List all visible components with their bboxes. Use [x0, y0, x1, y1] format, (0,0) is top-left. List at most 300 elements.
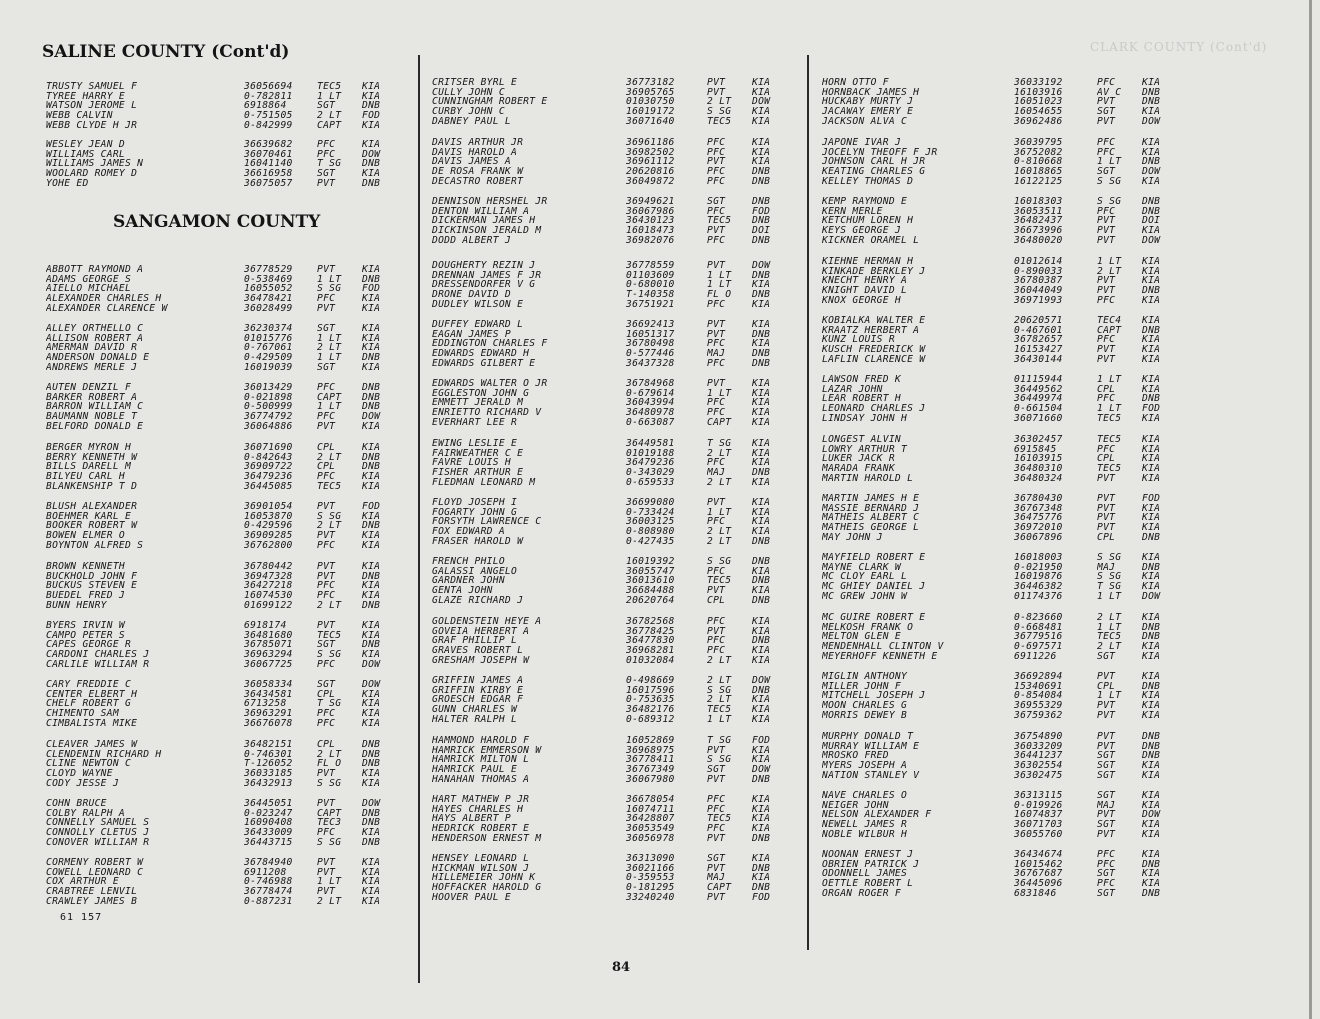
entry-grade: SGT: [1097, 751, 1116, 762]
roster-entry: [432, 290, 797, 300]
entry-name: FOGARTY JOHN G: [432, 507, 518, 518]
entry-grade: S SG: [1097, 176, 1122, 187]
entry-grade: 2 LT: [707, 477, 732, 488]
roster-entry: [46, 828, 416, 838]
entry-grade: 1 LT: [317, 353, 342, 363]
entry-name: COWELL LEONARD C: [46, 867, 144, 878]
roster-entry: [822, 454, 1182, 464]
entry-status: DOI: [752, 226, 771, 236]
entry-serial: 36751921: [626, 299, 675, 310]
entry-grade: CPL: [1097, 681, 1116, 692]
roster-entry: [822, 464, 1182, 474]
entry-status: FOD: [1142, 494, 1161, 504]
roster-entry: [432, 339, 797, 349]
entry-name: DABNEY PAUL L: [432, 116, 511, 127]
entry-serial: 0-680010: [626, 280, 675, 291]
entry-grade: PFC: [707, 795, 726, 805]
roster-entry: [46, 383, 416, 393]
entry-group: [432, 197, 797, 245]
entry-grade: S SG: [317, 778, 342, 789]
entry-status: KIA: [752, 147, 771, 158]
entry-status: KIA: [362, 718, 381, 729]
entry-grade: PFC: [707, 299, 726, 310]
entry-serial: 16015462: [1014, 859, 1063, 870]
entry-status: KIA: [1142, 523, 1161, 533]
roster-entry: [432, 883, 797, 893]
entry-grade: SGT: [1097, 820, 1116, 830]
entry-status: DNB: [362, 571, 381, 582]
entry-grade: PVT: [707, 87, 726, 98]
entry-grade: PFC: [317, 149, 336, 160]
entry-grade: PFC: [1097, 859, 1116, 870]
roster-entry: [46, 601, 416, 611]
roster-entry: [432, 226, 797, 236]
roster-entry: [822, 394, 1182, 404]
entry-grade: 2 LT: [1097, 613, 1122, 623]
entry-grade: PFC: [707, 206, 726, 217]
roster-entry: [822, 345, 1182, 355]
entry-serial: 36433009: [244, 828, 293, 838]
entry-grade: SGT: [1097, 888, 1116, 899]
roster-entry: [432, 88, 797, 98]
entry-status: DNB: [362, 462, 381, 473]
entry-status: KIA: [362, 709, 381, 719]
entry-status: DOW: [1142, 810, 1161, 821]
roster-entry: [46, 443, 416, 453]
entry-serial: 36773182: [626, 78, 675, 88]
entry-serial: 0-019926: [1014, 800, 1063, 811]
roster-entry: [822, 533, 1182, 543]
entry-name: ADAMS GEORGE S: [46, 274, 132, 285]
roster-entry: [432, 686, 797, 696]
entry-serial: 0-697571: [1014, 642, 1063, 652]
entry-name: MARADA FRANK: [822, 464, 895, 474]
entry-status: KIA: [1142, 553, 1161, 563]
roster-entry: [822, 236, 1182, 246]
entry-status: KIA: [752, 280, 771, 291]
entry-status: KIA: [1142, 435, 1161, 445]
entry-name: NOBLE WILBUR H: [822, 829, 908, 840]
entry-grade: MAJ: [1097, 800, 1116, 811]
entry-grade: PFC: [1097, 850, 1116, 860]
entry-status: KIA: [752, 705, 771, 715]
entry-name: ENRIETTO RICHARD V: [432, 408, 542, 418]
entry-name: GALASSI ANGELO: [432, 566, 518, 577]
entry-grade: PVT: [1097, 226, 1116, 236]
roster-entry: [822, 761, 1182, 771]
roster-entry: [432, 755, 797, 765]
entry-status: KIA: [1142, 761, 1161, 771]
entry-status: KIA: [752, 695, 771, 706]
entry-name: GRIFFIN JAMES A: [432, 676, 524, 686]
entry-status: KIA: [362, 858, 381, 868]
entry-name: MATHEIS ALBERT C: [822, 513, 920, 524]
entry-serial: 01015776: [244, 333, 293, 344]
entry-grade: PVT: [707, 379, 726, 389]
entry-status: KIA: [752, 498, 771, 508]
roster-entry: [822, 138, 1182, 148]
entry-grade: PFC: [707, 147, 726, 158]
entry-name: CONOVER WILLIAM R: [46, 837, 150, 848]
entry-name: BELFORD DONALD E: [46, 421, 144, 432]
roster-entry: [432, 517, 797, 527]
entry-status: DOW: [1142, 167, 1161, 177]
entry-name: HUCKABY MURTY J: [822, 97, 914, 108]
entry-grade: PVT: [1097, 741, 1116, 752]
entry-serial: 0-668481: [1014, 622, 1063, 633]
roster-entry: [46, 640, 416, 650]
entry-grade: PVT: [707, 78, 726, 88]
entry-status: KIA: [752, 626, 771, 637]
roster-entry: [432, 330, 797, 340]
entry-group: [46, 621, 416, 669]
entry-status: KIA: [752, 439, 771, 449]
entry-group: [822, 613, 1182, 661]
roster-entry: [432, 449, 797, 459]
entry-name: HAMMOND HAROLD F: [432, 736, 530, 746]
entry-serial: 0-427435: [626, 536, 675, 547]
entry-status: DNB: [752, 595, 771, 606]
entry-serial: 16018303: [1014, 197, 1063, 207]
entry-grade: PVT: [317, 571, 336, 582]
entry-grade: 2 LT: [707, 448, 732, 459]
entry-status: KIA: [1142, 257, 1161, 267]
entry-grade: PFC: [707, 824, 726, 834]
entry-serial: 36071640: [626, 116, 675, 127]
roster-entry: [432, 107, 797, 117]
roster-entry: [432, 824, 797, 834]
roster-entry: [46, 799, 416, 809]
entry-grade: PVT: [317, 178, 336, 189]
entry-name: BILLS DARELL M: [46, 462, 132, 473]
entry-group: [46, 324, 416, 372]
entry-grade: PFC: [317, 140, 336, 150]
entry-serial: 01019188: [626, 448, 675, 459]
entry-serial: 16074711: [626, 804, 675, 815]
entry-serial: 16019172: [626, 107, 675, 117]
entry-status: KIA: [752, 408, 771, 418]
roster-entry: [46, 572, 416, 582]
entry-serial: 0-782811: [244, 91, 293, 102]
roster-entry: [822, 197, 1182, 207]
entry-name: KINKADE BERKLEY J: [822, 266, 926, 277]
roster-entry: [46, 680, 416, 690]
roster-entry: [46, 818, 416, 828]
entry-name: BARKER ROBERT A: [46, 392, 138, 403]
entry-serial: 01030750: [626, 97, 675, 108]
entry-status: KIA: [752, 458, 771, 469]
entry-serial: 0-661504: [1014, 404, 1063, 414]
entry-serial: 01103609: [626, 270, 675, 281]
entry-serial: 36313090: [626, 854, 675, 864]
entry-name: GARDNER JOHN: [432, 576, 505, 587]
roster-entry: [432, 236, 797, 246]
roster-entry: [822, 107, 1182, 117]
entry-grade: PVT: [317, 887, 336, 897]
entry-grade: 2 LT: [317, 896, 342, 907]
entry-group: [432, 617, 797, 665]
entry-grade: PVT: [707, 863, 726, 874]
entry-group: [46, 383, 416, 431]
entry-status: KIA: [362, 303, 381, 314]
entry-grade: S SG: [1097, 553, 1122, 563]
entry-grade: PFC: [707, 358, 726, 369]
roster-entry: [46, 169, 416, 179]
entry-grade: 2 LT: [317, 452, 342, 463]
entry-status: DNB: [362, 402, 381, 413]
entry-name: BOEHMER KARL E: [46, 511, 132, 522]
entry-name: FRASER HAROLD W: [432, 536, 524, 547]
roster-entry: [822, 850, 1182, 860]
entry-status: KIA: [362, 362, 381, 373]
entry-serial: 36780442: [244, 562, 293, 572]
entry-status: KIA: [1142, 672, 1161, 682]
entry-name: BUEDEL FRED J: [46, 591, 125, 601]
roster-entry: [822, 860, 1182, 870]
roster-entry: [46, 660, 416, 670]
entry-status: KIA: [1142, 444, 1161, 455]
entry-status: DNB: [362, 521, 381, 532]
entry-name: MAYNE CLARK W: [822, 562, 901, 573]
entry-status: KIA: [362, 778, 381, 789]
roster-entry: [432, 271, 797, 281]
entry-serial: 36963291: [244, 709, 293, 719]
entry-serial: 0-500999: [244, 402, 293, 413]
entry-grade: TEC5: [1097, 632, 1122, 643]
entry-status: DNB: [362, 808, 381, 819]
roster-entry: [432, 78, 797, 88]
entry-status: FOD: [362, 502, 381, 512]
entry-serial: 36033192: [1014, 78, 1063, 88]
roster-entry: [46, 363, 416, 373]
entry-name: MASSIE BERNARD J: [822, 503, 920, 514]
entry-name: BUNN HENRY: [46, 600, 107, 611]
entry-status: KIA: [752, 339, 771, 350]
entry-grade: PFC: [317, 828, 336, 838]
roster-entry: [46, 294, 416, 304]
entry-grade: T SG: [317, 699, 342, 710]
entry-name: WILLIAMS JAMES N: [46, 159, 144, 170]
entry-status: KIA: [362, 511, 381, 522]
entry-status: KIA: [362, 581, 381, 592]
roster-entry: [46, 462, 416, 472]
entry-name: JAPONE IVAR J: [822, 138, 901, 148]
entry-status: DNB: [1142, 732, 1161, 742]
entry-name: HART MATHEW P JR: [432, 795, 530, 805]
entry-name: CODY JESSE J: [46, 778, 119, 789]
entry-grade: S SG: [317, 284, 342, 295]
entry-serial: 36432913: [244, 778, 293, 789]
entry-status: KIA: [362, 443, 381, 453]
entry-name: NELSON ALEXANDER F: [822, 810, 932, 821]
roster-entry: [822, 167, 1182, 177]
entry-name: COX ARTHUR E: [46, 877, 119, 888]
roster-entry: [432, 775, 797, 785]
entry-serial: 36056694: [244, 82, 293, 92]
entry-serial: 36067980: [626, 774, 675, 785]
entry-grade: PVT: [1097, 216, 1116, 227]
entry-status: DOI: [1142, 216, 1161, 227]
roster-entry: [822, 751, 1182, 761]
roster-entry: [432, 873, 797, 883]
roster-entry: [46, 179, 416, 189]
entry-serial: 36479236: [626, 458, 675, 469]
entry-name: BROWN KENNETH: [46, 562, 125, 572]
entry-serial: 36445051: [244, 799, 293, 809]
roster-entry: [432, 261, 797, 271]
entry-status: DNB: [752, 235, 771, 246]
entry-status: DNB: [362, 353, 381, 363]
entry-name: EDWARDS GILBERT E: [432, 358, 536, 369]
roster-entry: [822, 316, 1182, 326]
roster-entry: [432, 468, 797, 478]
entry-status: DNB: [752, 349, 771, 359]
entry-name: DICKINSON JERALD M: [432, 226, 542, 236]
entry-status: KIA: [752, 745, 771, 756]
entry-status: KIA: [362, 120, 381, 131]
entry-serial: 0-746301: [244, 749, 293, 760]
roster-entry: [46, 265, 416, 275]
entry-status: KIA: [1142, 454, 1161, 465]
roster-entry: [822, 810, 1182, 820]
entry-name: HOFFACKER HAROLD G: [432, 883, 542, 893]
entry-name: KEMP RAYMOND E: [822, 197, 908, 207]
entry-serial: 0-767061: [244, 343, 293, 354]
entry-name: MELKOSH FRANK O: [822, 622, 914, 633]
entry-grade: 2 LT: [317, 749, 342, 760]
entry-name: MYERS JOSEPH A: [822, 761, 908, 771]
entry-status: DOW: [362, 680, 381, 690]
entry-serial: 36961112: [626, 157, 675, 168]
sangamon-county-heading: SANGAMON COUNTY: [113, 212, 321, 232]
entry-grade: 1 LT: [1097, 404, 1122, 414]
entry-serial: 36616958: [244, 169, 293, 179]
entry-serial: 33240240: [626, 892, 675, 903]
entry-serial: 36003125: [626, 517, 675, 528]
entry-name: MIGLIN ANTHONY: [822, 672, 908, 682]
entry-status: KIA: [752, 655, 771, 666]
entry-grade: PVT: [707, 157, 726, 168]
entry-grade: PFC: [707, 138, 726, 148]
entry-serial: 0-429596: [244, 521, 293, 532]
entry-name: BUCKHOLD JOHN F: [46, 571, 138, 582]
entry-serial: 36673996: [1014, 226, 1063, 236]
entry-serial: 36754890: [1014, 732, 1063, 742]
entry-name: LAWSON FRED K: [822, 375, 901, 385]
entry-name: OETTLE ROBERT L: [822, 879, 914, 889]
entry-serial: 36478421: [244, 294, 293, 304]
bleed-through-header: CLARK COUNTY (Cont'd): [1090, 40, 1268, 54]
entry-name: KUNZ LOUIS R: [822, 335, 895, 346]
entry-status: DOW: [752, 765, 771, 775]
entry-group: [432, 379, 797, 427]
entry-name: CRITSER BYRL E: [432, 78, 518, 88]
entry-serial: T-140358: [626, 290, 675, 300]
entry-status: KIA: [362, 421, 381, 432]
entry-status: DNB: [1142, 286, 1161, 296]
roster-entry: [432, 207, 797, 217]
entry-serial: 6831846: [1014, 888, 1057, 899]
entry-status: DNB: [362, 600, 381, 611]
entry-status: DNB: [752, 636, 771, 647]
entry-status: KIA: [362, 562, 381, 572]
entry-serial: 36968281: [626, 646, 675, 656]
entry-serial: 01032084: [626, 655, 675, 666]
entry-status: DNB: [1142, 859, 1161, 870]
entry-serial: 36427218: [244, 581, 293, 592]
entry-name: CAMPO PETER S: [46, 630, 125, 641]
entry-name: DAVIS ARTHUR JR: [432, 138, 524, 148]
entry-status: DNB: [362, 452, 381, 463]
entry-grade: PVT: [1097, 473, 1116, 484]
entry-group: [822, 791, 1182, 839]
entry-group: [822, 78, 1182, 126]
entry-grade: PVT: [317, 303, 336, 314]
roster-entry: [822, 504, 1182, 514]
entry-status: DOW: [1142, 591, 1161, 602]
entry-name: TRUSTY SAMUEL F: [46, 82, 138, 92]
entry-group: [822, 375, 1182, 423]
entry-name: CIMBALISTA MIKE: [46, 718, 138, 729]
entry-name: KICKNER ORAMEL L: [822, 235, 920, 246]
entry-status: KIA: [362, 531, 381, 541]
entry-group: [432, 676, 797, 724]
entry-grade: PVT: [1097, 503, 1116, 514]
entry-name: CUNNINGHAM ROBERT E: [432, 97, 548, 108]
entry-grade: PFC: [317, 709, 336, 719]
entry-name: ALEXANDER CLARENCE W: [46, 303, 168, 314]
roster-entry: [822, 117, 1182, 127]
entry-status: KIA: [1142, 345, 1161, 355]
entry-serial: 16122125: [1014, 176, 1063, 187]
entry-grade: AV C: [1097, 87, 1122, 98]
entry-serial: 36044049: [1014, 286, 1063, 296]
entry-name: EDWARDS EDWARD H: [432, 349, 530, 359]
entry-status: DNB: [1142, 206, 1161, 217]
entry-status: KIA: [1142, 335, 1161, 346]
roster-entry: [822, 742, 1182, 752]
entry-grade: MAJ: [707, 468, 726, 478]
roster-entry: [432, 586, 797, 596]
roster-entry: [432, 320, 797, 330]
entry-grade: PFC: [317, 581, 336, 592]
entry-serial: 36639682: [244, 140, 293, 150]
entry-grade: MAJ: [707, 873, 726, 884]
roster-entry: [822, 216, 1182, 226]
entry-name: GRESHAM JOSEPH W: [432, 655, 530, 666]
entry-grade: 2 LT: [707, 695, 732, 706]
entry-grade: PFC: [1097, 879, 1116, 889]
roster-entry: [46, 709, 416, 719]
entry-serial: 0-021898: [244, 392, 293, 403]
entry-status: KIA: [362, 294, 381, 304]
entry-status: KIA: [752, 138, 771, 148]
roster-entry: [46, 472, 416, 482]
entry-group: [822, 197, 1182, 245]
entry-serial: 36053549: [626, 824, 675, 834]
entry-name: EDDINGTON CHARLES F: [432, 339, 548, 350]
entry-serial: 36033185: [244, 769, 293, 779]
entry-serial: 0-842643: [244, 452, 293, 463]
entry-serial: 16018865: [1014, 167, 1063, 177]
roster-entry: [822, 672, 1182, 682]
entry-serial: 36901054: [244, 502, 293, 512]
entry-name: CRABTREE LENVIL: [46, 887, 138, 897]
entry-name: CENTER ELBERT H: [46, 689, 138, 700]
roster-entry: [46, 838, 416, 848]
entry-grade: PFC: [1097, 335, 1116, 346]
entry-name: MATHEIS GEORGE L: [822, 523, 920, 533]
